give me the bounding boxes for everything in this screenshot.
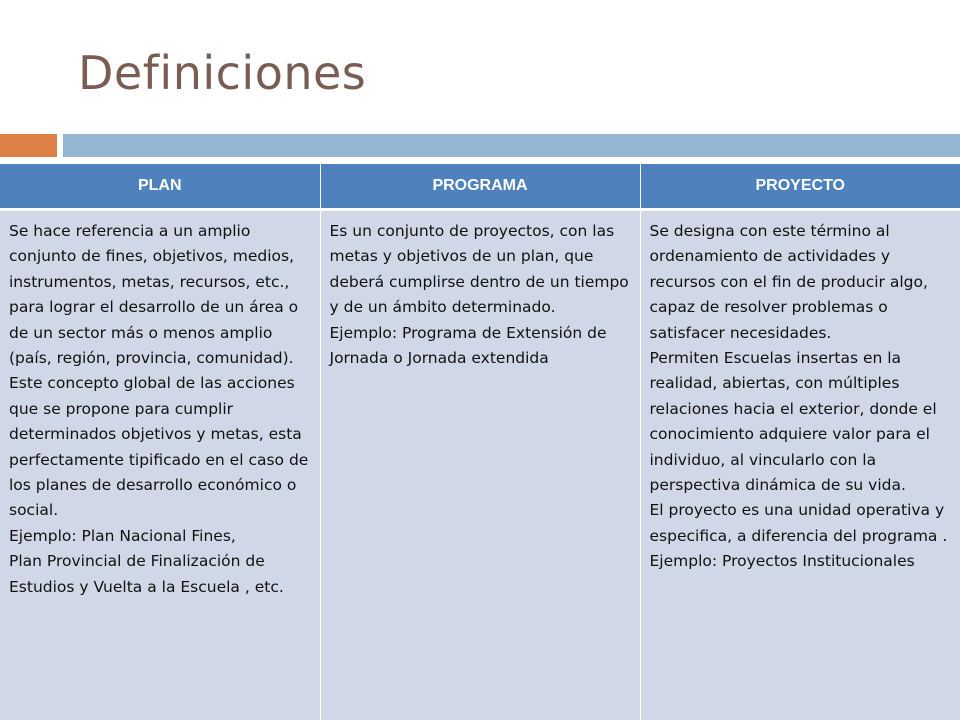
header-proyecto: PROYECTO xyxy=(640,164,960,210)
header-programa: PROGRAMA xyxy=(320,164,640,210)
definitions-table xyxy=(0,164,960,720)
cell-plan-definition: Se hace referencia a un amplio conjunto de fines, objetivos, medios, instrumentos, metas, recursos, etc., para lograr el desarrollo de un área o de un sector más o menos amplio (país, región, provincia, comunidad). Este concepto global de las acciones que se propone para cumplir determinados objetivos y metas, esta perfectamente tipificado en el caso de los planes de desarrollo económico o social. Ejemplo: Plan Nacional Fines, Plan Provincial de Finalización de Estudios y Vuelta a la Escuela , etc. xyxy=(0,210,320,720)
cell-proyecto-definition: Se designa con este término al ordenamiento de actividades y recursos con el fin de producir algo, capaz de resolver problemas o satisfacer necesidades. Permiten Escuelas insertas en la realidad, abiertas, con múltiples relaciones hacia el exterior, donde el conocimiento adquiere valor para el individuo, al vincularlo con la perspectiva dinámica de su vida. El proyecto es una unidad operativa y especifica, a diferencia del programa . Ejemplo: Proyectos Institucionales xyxy=(640,210,960,720)
accent-bar-orange xyxy=(0,134,57,157)
table-header-row xyxy=(0,164,960,210)
slide-title: Definiciones xyxy=(78,46,367,100)
header-plan: PLAN xyxy=(0,164,320,210)
table-row xyxy=(0,210,960,720)
accent-bar-blue xyxy=(63,134,960,157)
cell-programa-definition: Es un conjunto de proyectos, con las metas y objetivos de un plan, que deberá cumplirse dentro de un tiempo y de un ámbito determinado. Ejemplo: Programa de Extensión de Jornada o Jornada extendida xyxy=(320,210,640,720)
